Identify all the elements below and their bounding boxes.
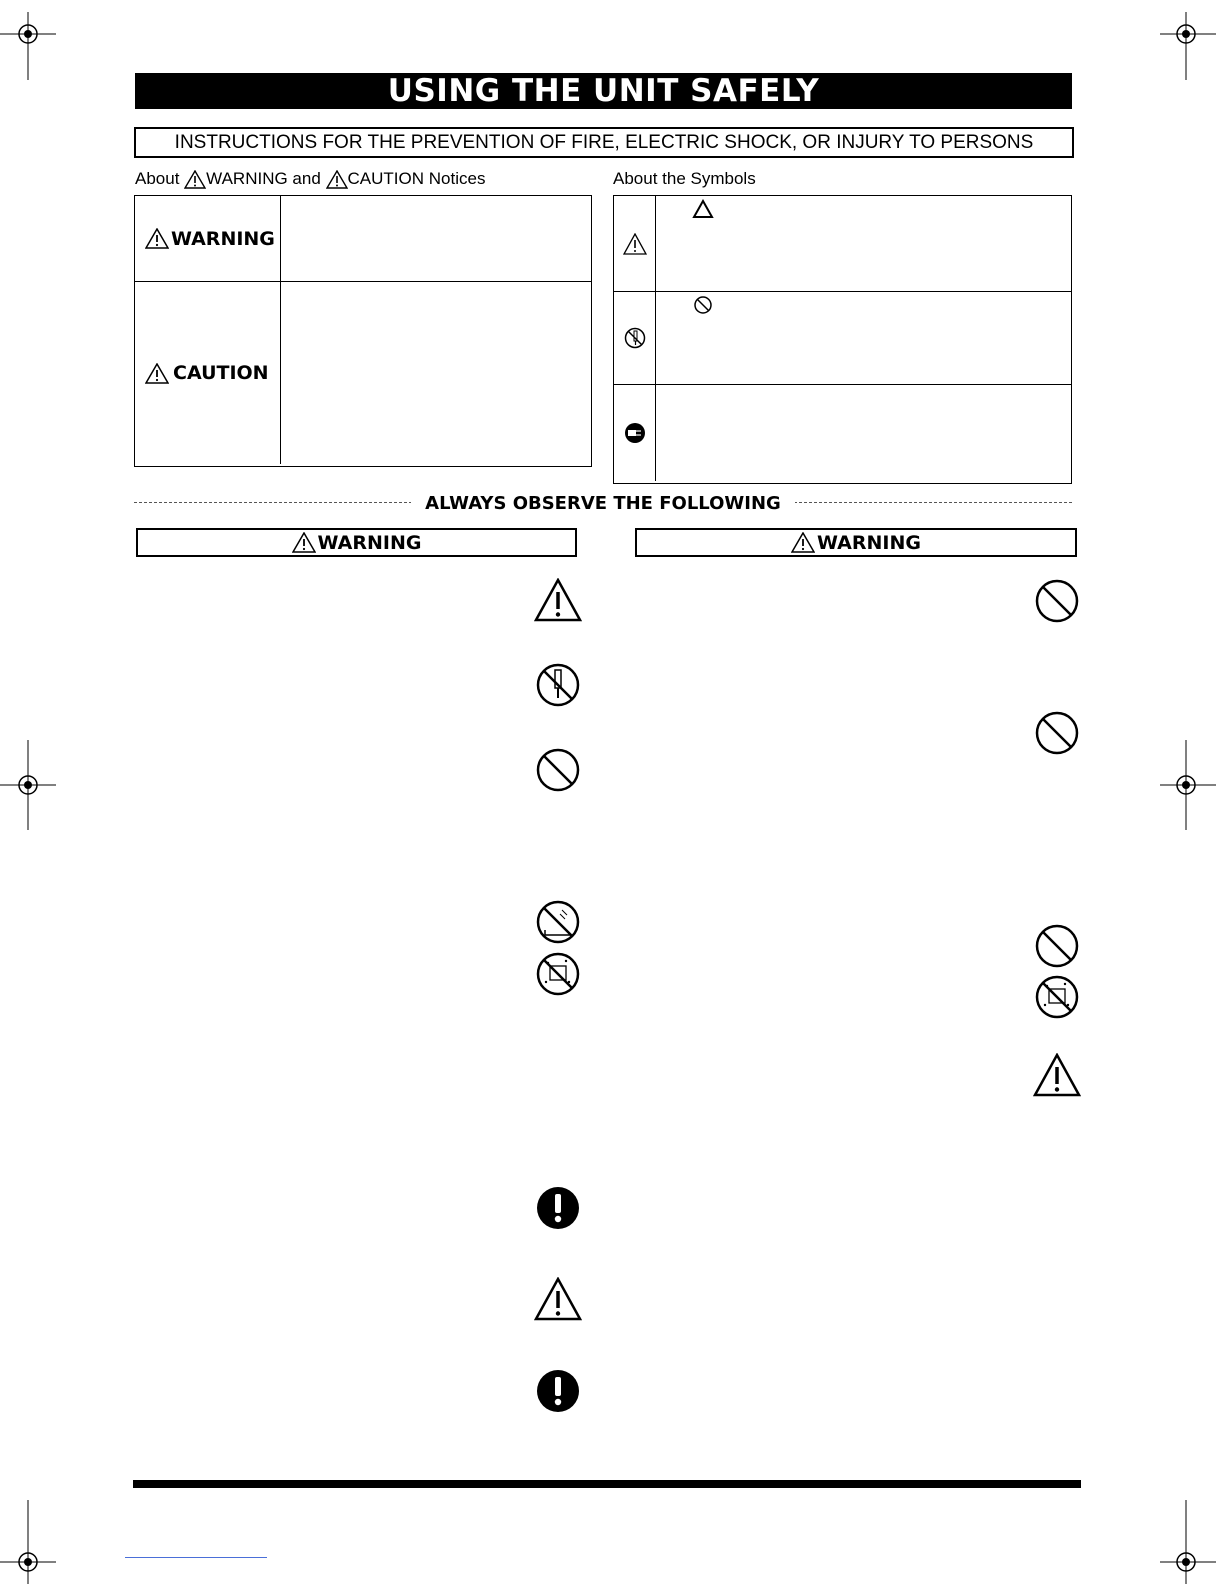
prohibited-icon: [536, 748, 580, 792]
no-shower-icon: [536, 900, 580, 944]
notices-label-warning: WARNING and: [206, 169, 321, 188]
symbol-icon-cell: [614, 292, 656, 384]
unplug-icon: [624, 422, 646, 444]
notices-label-caution: CAUTION Notices: [347, 169, 486, 188]
warning-heading-text: WARNING: [317, 531, 422, 554]
symbol-icon-cell: [614, 196, 656, 291]
no-disassembly-icon: [536, 663, 580, 707]
warning-triangle-icon: [292, 532, 316, 553]
bottom-rule: [133, 1480, 1081, 1488]
notice-label-text: CAUTION: [173, 362, 269, 384]
warning-triangle-icon: [791, 532, 815, 553]
footer-link-underline: [125, 1557, 267, 1558]
registration-mark-icon: [0, 740, 56, 830]
symbol-icon-cell: [614, 385, 656, 481]
mandatory-icon: [536, 1186, 580, 1230]
symbol-row: [614, 385, 1071, 481]
symbols-table: [613, 195, 1072, 484]
registration-mark-icon: [1160, 740, 1216, 830]
warning-triangle-icon: [1033, 1053, 1081, 1097]
notices-table: [134, 195, 592, 467]
observe-divider: [134, 493, 1072, 513]
prohibited-icon: [1035, 711, 1079, 755]
registration-mark-icon: [0, 12, 56, 82]
left-warning-heading: [136, 528, 577, 557]
prohibited-icon: [1035, 579, 1079, 623]
observe-heading-text: ALWAYS OBSERVE THE FOLLOWING: [411, 493, 795, 514]
mandatory-icon: [536, 1369, 580, 1413]
warning-triangle-icon: [326, 170, 348, 189]
triangle-outline-icon: [692, 199, 714, 219]
symbol-row: [614, 196, 1071, 292]
warning-heading-text: WARNING: [817, 531, 921, 554]
instructions-banner: INSTRUCTIONS FOR THE PREVENTION OF FIRE, ELECTRIC SHOCK, OR INJURY TO PERSONS: [134, 127, 1074, 158]
no-water-icon: [536, 952, 580, 996]
warning-triangle-icon: [534, 1277, 582, 1321]
observe-heading: [134, 493, 1072, 514]
warning-triangle-icon: [623, 233, 647, 255]
notice-label-cell: [135, 282, 281, 464]
right-warning-heading: [635, 528, 1077, 557]
notice-label-text: WARNING: [171, 227, 275, 250]
no-disassembly-icon: [624, 327, 646, 349]
prohibited-icon: [1035, 924, 1079, 968]
warning-triangle-icon: [145, 363, 169, 384]
registration-mark-icon: [0, 1500, 56, 1584]
notice-row-warning: [135, 196, 591, 282]
registration-mark-icon: [1160, 12, 1216, 82]
warning-triangle-icon: [534, 578, 582, 622]
page-title: USING THE UNIT SAFELY: [135, 73, 1072, 109]
prohibited-icon: [693, 295, 713, 315]
notice-row-caution: [135, 282, 591, 464]
registration-mark-icon: [1160, 1500, 1216, 1584]
warning-triangle-icon: [184, 170, 206, 189]
no-water-icon: [1035, 975, 1079, 1019]
symbols-section-label: About the Symbols: [613, 169, 756, 188]
warning-triangle-icon: [145, 228, 169, 249]
symbol-row: [614, 292, 1071, 385]
notice-label-cell: [135, 196, 281, 281]
notices-label-prefix: About: [135, 169, 180, 188]
notices-section-label: [135, 168, 485, 190]
